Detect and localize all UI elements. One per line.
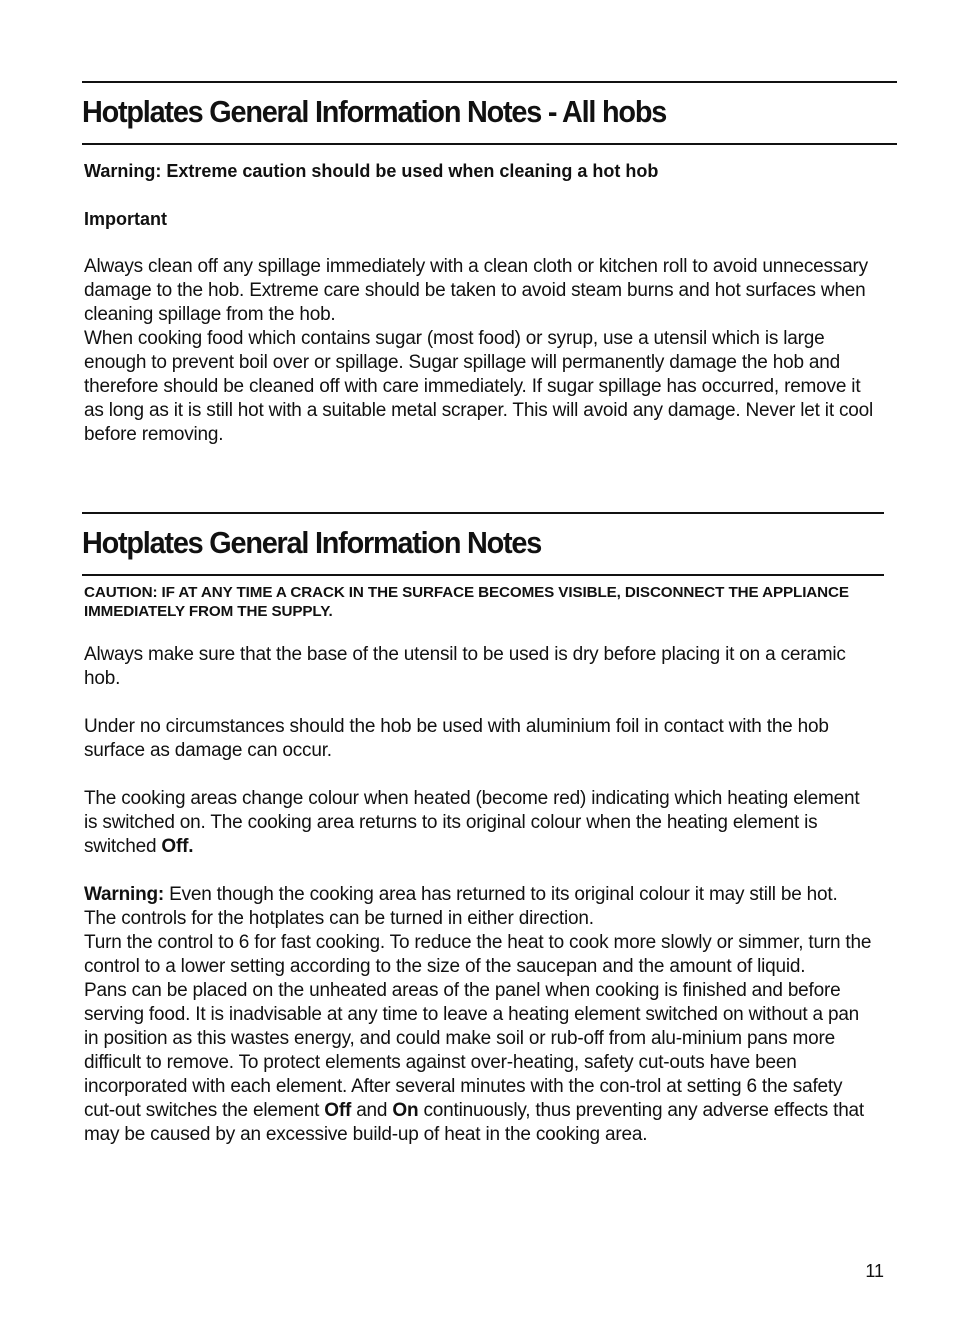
off-emphasis: Off. bbox=[161, 836, 194, 857]
section1-paragraph bbox=[84, 255, 874, 447]
paragraph-warning-hot bbox=[84, 883, 874, 1147]
turn-control-text: Turn the control to 6 for fast cooking. To reduce the heat to cook more slowly or simmer, turn the control to a lower setting according to the size of the saucepan and the amount of liquid. bbox=[84, 932, 872, 977]
colour-change-text: The cooking areas change colour when heated (become red) indicating which heating element is switched on. The cooking area returns to its original colour when the heating element is switched bbox=[84, 788, 860, 857]
top-rule-2 bbox=[82, 512, 884, 514]
warning-text: Even though the cooking area has returned to its original colour it may still be hot. bbox=[164, 884, 838, 905]
paragraph-aluminium-foil: Under no circumstances should the hob be used with aluminium foil in contact with the hob surface as damage can occur. bbox=[84, 716, 829, 761]
pans-text-1: Pans can be placed on the unheated areas of the panel when cooking is finished and before serving food. It is inadvisable at any time to leave a heating element switched on without a pan in position as this wastes energy, and could make soil or rub-off from alu-minium pans more difficult to remove. To protect elements against over-heating, safety cut-outs have been incorporated with each element. After several minutes with the con-trol at setting 6 the safety cut-out switches the element bbox=[84, 980, 860, 1121]
top-rule-1 bbox=[82, 81, 897, 83]
on-label: On bbox=[392, 1100, 419, 1121]
bottom-rule-2 bbox=[82, 574, 884, 576]
and-text: and bbox=[351, 1100, 393, 1121]
section1-warning: Warning: Extreme caution should be used when cleaning a hot hob bbox=[84, 161, 659, 181]
caution-notice: CAUTION: IF AT ANY TIME A CRACK IN THE SURFACE BECOMES VISIBLE, DISCONNECT THE APPLIANCE IMMEDIATELY FROM THE SUPPLY. bbox=[84, 584, 849, 620]
off-label: Off bbox=[324, 1100, 352, 1121]
warning-label: Warning: bbox=[84, 884, 165, 905]
section2-heading: Hotplates General Information Notes bbox=[82, 525, 542, 560]
section1-heading: Hotplates General Information Notes - All hobs bbox=[82, 94, 667, 129]
section1-paragraph-part-1: Always clean off any spillage immediately with a clean cloth or kitchen roll to avoid unnecessary damage to the hob. Extreme care should be taken to avoid steam burns and hot surfaces when cleaning spillage from the hob. bbox=[84, 256, 868, 325]
paragraph-dry-utensil: Always make sure that the base of the utensil to be used is dry before placing it on a ceramic hob. bbox=[84, 644, 846, 689]
bottom-rule-1 bbox=[82, 143, 897, 145]
pans-text-2: continuously, thus preventing any adverse effects that may be caused by an excessive build-up of heat in the cooking area. bbox=[84, 1100, 865, 1145]
controls-text: The controls for the hotplates can be turned in either direction. bbox=[84, 908, 594, 929]
section1-important-label: Important bbox=[84, 209, 167, 229]
paragraph-colour-change bbox=[84, 787, 874, 859]
section1-paragraph-part-2: When cooking food which contains sugar (most food) or syrup, use a utensil which is large enough to prevent boil over or spillage. Sugar spillage will permanently damage the hob and therefore should be cleaned off with care immediately. If sugar spillage has occurred, remove it as long as it is still hot with a suitable metal scraper. This will avoid any damage. Never let it cool before removing. bbox=[84, 328, 874, 445]
page-number: 11 bbox=[865, 1261, 884, 1281]
